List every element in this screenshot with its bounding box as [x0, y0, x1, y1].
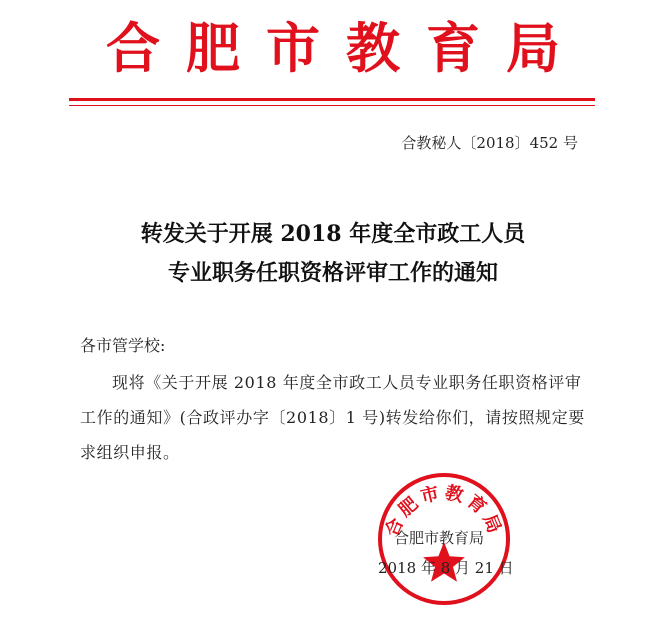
- body-paragraph: 现将《关于开展 2018 年度全市政工人员专业职务任职资格评审工作的通知》(合政评办字〔2018〕1 号)转发给你们，请按照规定要求组织申报。: [80, 373, 585, 462]
- letterhead-rule-thick: [69, 98, 595, 101]
- seal-text: 合肥市教育局: [381, 482, 507, 540]
- document-title-line-1: 转发关于开展 2018 年度全市政工人员: [140, 221, 526, 247]
- letterhead-rule-thin: [69, 105, 595, 106]
- document-title-line-2: 专业职务任职资格评审工作的通知: [167, 260, 498, 286]
- issuer-name: 合肥市教育局: [394, 529, 485, 547]
- document-number: 合教秘人〔2018〕452 号: [401, 134, 578, 152]
- issue-date: 2018 年 8 月 21 日: [378, 559, 514, 577]
- salutation: 各市管学校:: [80, 336, 166, 355]
- org-letterhead-title: 合肥市教育局: [106, 16, 586, 80]
